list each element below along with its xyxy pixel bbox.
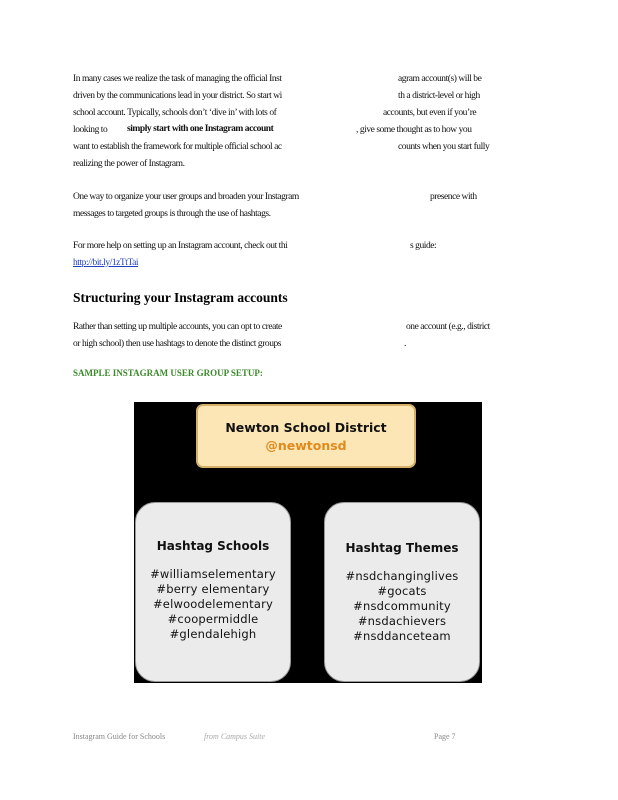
paragraph1-line4a: looking to <box>73 125 108 135</box>
paragraph1-line4b: , give some thought as to how you <box>356 125 472 135</box>
school-tag: #elwoodelementary <box>152 597 274 611</box>
theme-tag: #nsddanceteam <box>353 629 451 643</box>
paragraph4-line2b: . <box>404 339 406 349</box>
paragraph2-line2: messages to targeted groups is through the use of hashtags. <box>73 209 271 219</box>
paragraph1-line6: realizing the power of Instagram. <box>73 159 185 169</box>
paragraph3-line1b: s guide: <box>410 241 437 251</box>
theme-tag: #nsdchanginglives <box>345 569 459 583</box>
paragraph1-line5b: counts when you start fully <box>398 142 490 152</box>
paragraph1-line1b: agram account(s) will be <box>398 74 482 84</box>
district-handle: @newtonsd <box>265 438 347 453</box>
hashtag-schools-title: Hashtag Schools <box>156 539 270 553</box>
paragraph2-line1a: One way to organize your user groups and broaden your Instagram <box>73 192 299 202</box>
paragraph4-line1a: Rather than setting up multiple accounts, you can opt to create <box>73 322 282 332</box>
school-tag: #coopermiddle <box>167 612 259 626</box>
paragraph1-line1a: In many cases we realize the task of managing the official Inst <box>73 74 282 84</box>
guide-link[interactable]: http://bit.ly/1zTtTai <box>73 258 139 268</box>
theme-tag: #gocats <box>377 584 427 598</box>
hashtag-schools-card <box>135 502 291 682</box>
paragraph1-line2a: driven by the communications lead in your district. So start wi <box>73 91 282 101</box>
footer-page-number: Page 7 <box>434 732 456 741</box>
school-tag: #berry elementary <box>156 582 270 596</box>
paragraph1-line5a: want to establish the framework for multiple official school ac <box>73 142 282 152</box>
paragraph1-line2b: th a district-level or high <box>398 91 480 101</box>
theme-tag: #nsdachievers <box>357 614 447 628</box>
school-tag: #williamselementary <box>150 567 276 581</box>
paragraph1-line3b: accounts, but even if you’re <box>383 108 477 118</box>
district-name: Newton School District <box>225 420 387 435</box>
paragraph2-line1b: presence with <box>430 192 477 202</box>
hashtag-themes-card <box>324 502 480 682</box>
hashtag-themes-title: Hashtag Themes <box>345 541 459 555</box>
footer-left: Instagram Guide for Schools <box>73 732 166 741</box>
paragraph1-line3a: school account. Typically, schools don’t ‘dive in’ with lots of <box>73 108 277 118</box>
footer-middle: from Campus Suite <box>204 732 266 741</box>
paragraph4-line1b: one account (e.g., district <box>406 322 490 332</box>
district-box <box>196 404 416 468</box>
sample-heading: SAMPLE INSTAGRAM USER GROUP SETUP: <box>73 368 263 378</box>
paragraph4-line2a: or high school) then use hashtags to denote the distinct groups <box>73 339 282 349</box>
paragraph1-line4-bold: simply start with one Instagram account <box>127 124 274 134</box>
paragraph3-line1a: For more help on setting up an Instagram account, check out thi <box>73 241 288 251</box>
school-tag: #glendalehigh <box>169 627 257 641</box>
theme-tag: #nsdcommunity <box>353 599 451 613</box>
user-group-diagram <box>134 402 482 683</box>
section-heading: Structuring your Instagram accounts <box>73 290 288 305</box>
